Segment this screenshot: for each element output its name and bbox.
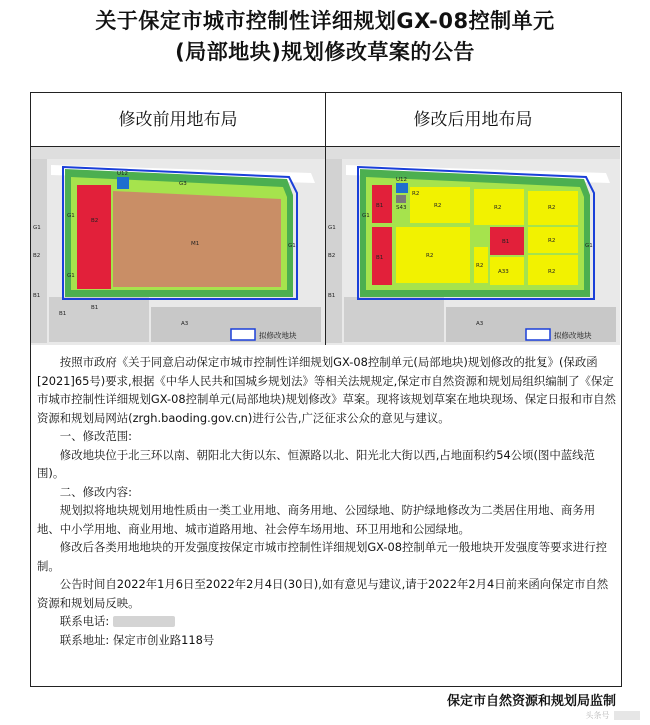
label-a33: A33 bbox=[498, 269, 509, 275]
parcel-u12 bbox=[396, 183, 408, 193]
section-1-title: 一、修改范围: bbox=[59, 429, 132, 443]
label-b2-side: B2 bbox=[328, 253, 336, 259]
label-u12: U12 bbox=[117, 171, 129, 177]
label-b2: B2 bbox=[91, 218, 99, 224]
label-g3: G3 bbox=[179, 181, 187, 187]
label-a3: A3 bbox=[181, 321, 189, 327]
label-b1-mid: B1 bbox=[376, 255, 384, 261]
label-s43: S43 bbox=[396, 205, 407, 211]
before-land-use-map bbox=[31, 147, 326, 345]
parcel-u12 bbox=[117, 177, 129, 189]
label-r2-f: R2 bbox=[548, 238, 556, 244]
west-parcels bbox=[326, 153, 342, 343]
parcel-g1-strip bbox=[474, 227, 488, 247]
after-land-use-map bbox=[326, 147, 620, 345]
legend-swatch bbox=[231, 329, 255, 340]
watermark-redacted bbox=[614, 711, 640, 720]
section-2-title: 二、修改内容: bbox=[59, 484, 132, 499]
before-layout-header: 修改前用地布局 bbox=[31, 93, 326, 147]
before-map-svg bbox=[31, 147, 326, 345]
intro-paragraph: 按照市政府《关于同意启动保定市城市控制性详细规划GX-08控制单元(局部地块)规划修改的批复》(保政函[2021]65号)要求,根据《中华人民共和国城乡规划法》等相关法规规定,保定市自然资源和规划局组织编制了《保定市城市控制性详细规划GX-08控制单元(局部地块)规划修改》草案。现将该规划草案在地块现场、保定日报和市自然资源和规划局网站(zrgh.baoding.gov.cn)进行公告,广泛征求公众的意见与建议。 bbox=[37, 355, 616, 425]
table-header-row bbox=[31, 93, 620, 147]
parcel-b2 bbox=[77, 185, 111, 289]
section-2-text-1: 规划拟将地块规划用地性质由一类工业用地、商务用地、公园绿地、防护绿地修改为二类居住用地、商务用地、中小学用地、商业用地、城市道路用地、社会停车场用地、环卫用地和公园绿地。 bbox=[37, 503, 596, 536]
after-layout-header: 修改后用地布局 bbox=[413, 110, 533, 130]
label-g1-a: G1 bbox=[67, 213, 75, 219]
title-line-1: 关于保定市城市控制性详细规划GX-08控制单元 bbox=[95, 9, 555, 33]
label-g1-side: G1 bbox=[328, 225, 336, 231]
label-g1-c: G1 bbox=[67, 273, 75, 279]
title-line-2: (局部地块)规划修改草案的公告 bbox=[175, 40, 475, 64]
label-r2-e: R2 bbox=[476, 263, 484, 269]
label-g1-b: G1 bbox=[288, 243, 296, 249]
label-b1-side: B1 bbox=[328, 293, 336, 299]
parcel-m1 bbox=[113, 191, 281, 287]
redacted-phone bbox=[113, 616, 175, 627]
label-r2-a: R2 bbox=[434, 203, 442, 209]
label-r2-g: R2 bbox=[548, 269, 556, 275]
announcement-table bbox=[30, 92, 622, 687]
announcement-title bbox=[0, 6, 650, 68]
legend-label: 拟修改地块 bbox=[554, 331, 592, 340]
legend-swatch bbox=[526, 329, 550, 340]
label-b2-side: B2 bbox=[33, 253, 41, 259]
watermark-text: 头条号 bbox=[585, 711, 610, 720]
label-r2-b: R2 bbox=[494, 205, 502, 211]
label-m1: M1 bbox=[191, 241, 200, 247]
south-parcel-b1 bbox=[344, 297, 444, 342]
contact-address bbox=[37, 631, 617, 650]
label-b1-top: B1 bbox=[376, 203, 384, 209]
map-row bbox=[31, 147, 620, 345]
label-g1-b: G1 bbox=[585, 243, 593, 249]
watermark bbox=[585, 710, 640, 721]
label-a3: A3 bbox=[476, 321, 484, 327]
label-r2-h: R2 bbox=[412, 191, 420, 197]
label-g1-a: G1 bbox=[362, 213, 370, 219]
north-strip bbox=[326, 147, 620, 159]
notice-period: 公告时间自2022年1月6日至2022年2月4日(30日),如有意见与建议,请于2022年2月4日前来函向保定市自然资源和规划局反映。 bbox=[37, 577, 609, 610]
after-map-svg bbox=[326, 147, 620, 345]
label-g1-side: G1 bbox=[33, 225, 41, 231]
south-parcel-b1 bbox=[49, 297, 149, 342]
label-r2-d: R2 bbox=[426, 253, 434, 259]
section-2-text-2: 修改后各类用地地块的开发强度按保定市城市控制性详细规划GX-08控制单元一般地块开发强度等要求进行控制。 bbox=[37, 540, 608, 573]
parcel-s43 bbox=[396, 195, 406, 203]
phone-label: 联系电话: bbox=[59, 614, 110, 628]
label-b1-side: B1 bbox=[33, 293, 41, 299]
section-1-text: 修改地块位于北三环以南、朝阳北大街以东、恒源路以北、阳光北大街以西,占地面积约54公顷(图中蓝线范围)。 bbox=[37, 447, 595, 480]
north-strip bbox=[31, 147, 326, 159]
announcement-body bbox=[37, 353, 617, 649]
address-label: 联系地址: bbox=[59, 632, 110, 647]
contact-phone bbox=[37, 612, 617, 631]
west-parcels bbox=[31, 153, 47, 343]
label-r2-c: R2 bbox=[548, 205, 556, 211]
label-u12: U12 bbox=[396, 177, 408, 183]
label-b1-b: B1 bbox=[91, 305, 99, 311]
address-value: 保定市创业路118号 bbox=[112, 632, 215, 647]
issuer-footer: 保定市自然资源和规划局监制 bbox=[446, 694, 616, 709]
legend-label: 拟修改地块 bbox=[259, 331, 297, 340]
label-b1-small: B1 bbox=[502, 239, 510, 245]
label-b1-a: B1 bbox=[59, 311, 67, 317]
